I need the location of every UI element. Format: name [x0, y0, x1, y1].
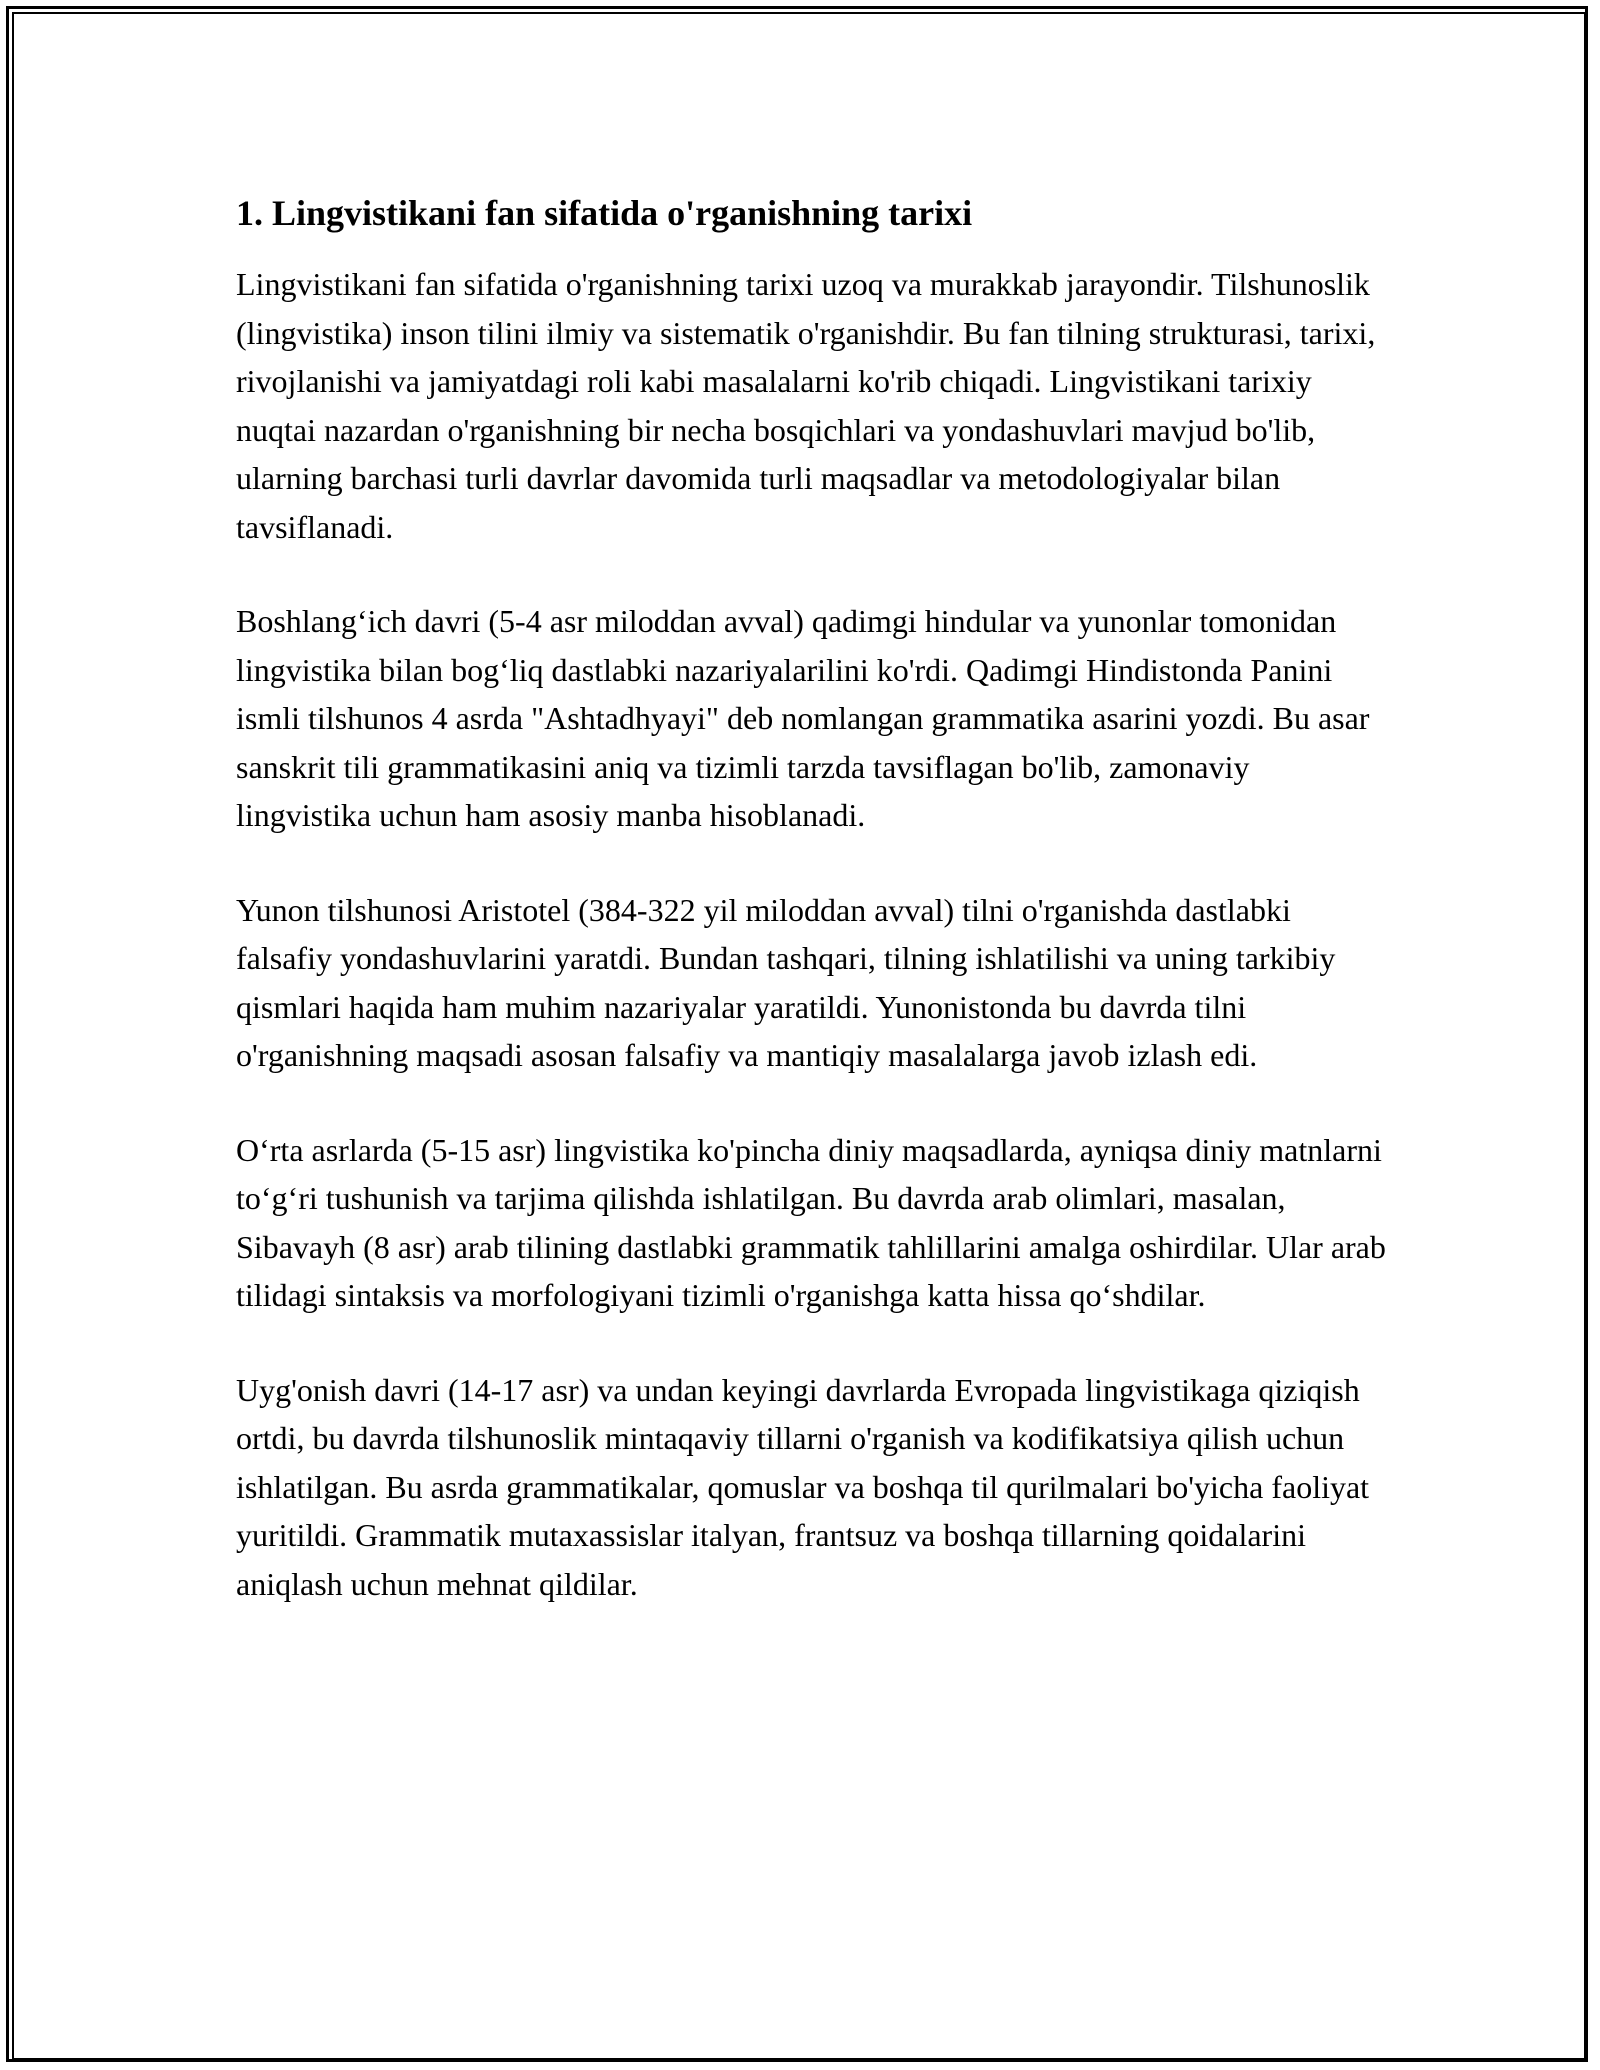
paragraph-renaissance: Uyg'onish davri (14-17 asr) va undan keyingi davrlarda Evropada lingvistikaga qiziqish ortdi, bu davrda tilshunoslik mintaqaviy tillarni o'rganish va kodifikatsiya qilish uchun ishlatilgan. Bu asrda grammatikalar, qomuslar va boshqa til qurilmalari bo'yicha faoliyat yuritildi. Grammatik mutaxassislar italyan, frantsuz va boshqa tillarning qoidalarini aniqlash uchun mehnat qildilar. [236, 1371, 1370, 1602]
paragraph-early-period: Boshlang‘ich davri (5-4 asr miloddan avval) qadimgi hindular va yunonlar tomonidan lingvistika bilan bog‘liq dastlabki nazariyalarilini ko'rdi. Qadimgi Hindistonda Panini ismli tilshunos 4 asrda "Ashtadhyayi" deb nomlangan grammatika asarini yozdi. Bu asar sanskrit tili grammatikasini aniq va tizimli tarzda tavsiflagan bo'lib, zamonaviy lingvistika uchun ham asosiy manba hisoblanadi. [236, 603, 1370, 833]
section-title: 1. Lingvistikani fan sifatida o'rganishning tarixi [236, 193, 973, 233]
paragraph-middle-ages: O‘rta asrlarda (5-15 asr) lingvistika ko'pincha diniy maqsadlarda, ayniqsa diniy matnlarni to‘g‘ri tushunish va tarjima qilishda ishlatilgan. Bu davrda arab olimlari, masalan, Sibavayh (8 asr) arab tilining dastlabki grammatik tahlillarini amalga oshirdilar. Ular arab tilidagi sintaksis va morfologiyani tizimli o'rganishga katta hissa qo‘shdilar. [236, 1131, 1386, 1313]
document-body [236, 188, 1386, 1608]
paragraph-greek-period: Yunon tilshunosi Aristotel (384-322 yil miloddan avval) tilni o'rganishda dastlabki falsafiy yondashuvlarini yaratdi. Bundan tashqari, tilning ishlatilishi va uning tarkibiy qismlari haqida ham muhim nazariyalar yaratildi. Yunonistonda bu davrda tilni o'rganishning maqsadi asosan falsafiy va mantiqiy masalalarga javob izlash edi. [236, 891, 1336, 1073]
paragraph-intro: Lingvistikani fan sifatida o'rganishning tarixi uzoq va murakkab jarayondir. Tilshunoslik (lingvistika) inson tilini ilmiy va sistematik o'rganishdir. Bu fan tilning strukturasi, tarixi, rivojlanishi va jamiyatdagi roli kabi masalalarni ko'rib chiqadi. Lingvistikani tarixiy nuqtai nazardan o'rganishning bir necha bosqichlari va yondashuvlari mavjud bo'lib, ularning barchasi turli davrlar davomida turli maqsadlar va metodologiyalar bilan tavsiflanadi. [236, 266, 1376, 545]
